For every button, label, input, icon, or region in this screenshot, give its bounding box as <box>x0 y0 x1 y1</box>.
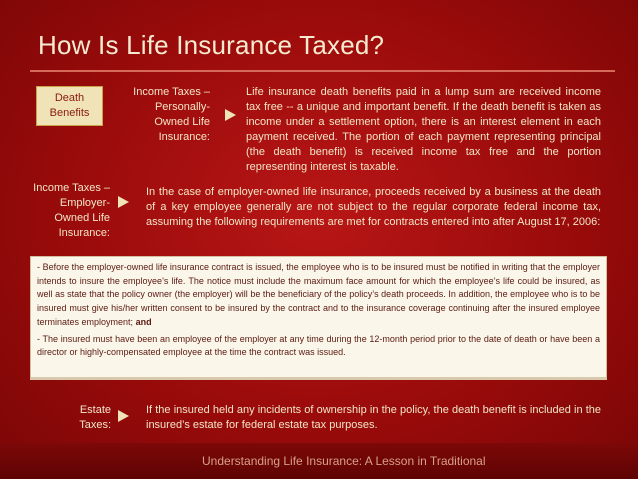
arrow-right-icon <box>118 196 129 208</box>
requirement-2: - The insured must have been an employee of the employer at any time during the 12-month period prior to the date of death or have been a director or highly-compensated employee at the time the contract was issued. <box>37 333 600 358</box>
requirement-1: - Before the employer-owned life insurance contract is issued, the employee who is to be insured must be notified in writing that the employer intends to insure the employee’s life. The notice must include the maximum face amount for which the employee’s life could be insured, as well as state that the policy owner (the employer) will be the beneficiary of the policy’s death proceeds. In addition, the employee who is to be insured must give his/her written consent to be insured by the contract and to the insurance coverage continuing after the insured employee terminates employment; and <box>37 262 600 327</box>
estate-taxes-label: Estate Taxes: <box>79 404 111 431</box>
personal-income-tax-text: Life insurance death benefits paid in a lump sum are received income tax free -- a unique and important benefit. If the death benefit is taken as income under a settlement option, there is an interest element in each payment received. The portion of each payment representing principal (the death benefit) is received income tax free and the portion representing interest is taxable. <box>246 86 601 173</box>
arrow-right-icon <box>118 410 129 422</box>
title-divider <box>30 70 615 72</box>
page-title: How Is Life Insurance Taxed? <box>38 30 385 60</box>
arrow-right-icon <box>225 109 236 121</box>
estate-taxes-text: If the insured held any incidents of ownership in the policy, the death benefit is included in the insured’s estate for federal estate tax purposes. <box>146 404 601 431</box>
death-benefits-box <box>36 86 103 126</box>
footer-text: Understanding Life Insurance: A Lesson in Traditional <box>202 454 486 468</box>
personal-income-tax-label: Income Taxes – Personally- Owned Life Insurance: <box>133 86 210 143</box>
employer-income-tax-text: In the case of employer-owned life insurance, proceeds received by a business at the death of a key employee generally are not subject to the regular corporate federal income tax, assuming the following requirements are met for contracts entered into after August 17, 2006: <box>146 186 601 228</box>
employer-income-tax-label: Income Taxes – Employer- Owned Life Insurance: <box>33 182 110 239</box>
death-benefits-label: Death Benefits <box>49 92 90 119</box>
requirements-box <box>30 256 607 380</box>
